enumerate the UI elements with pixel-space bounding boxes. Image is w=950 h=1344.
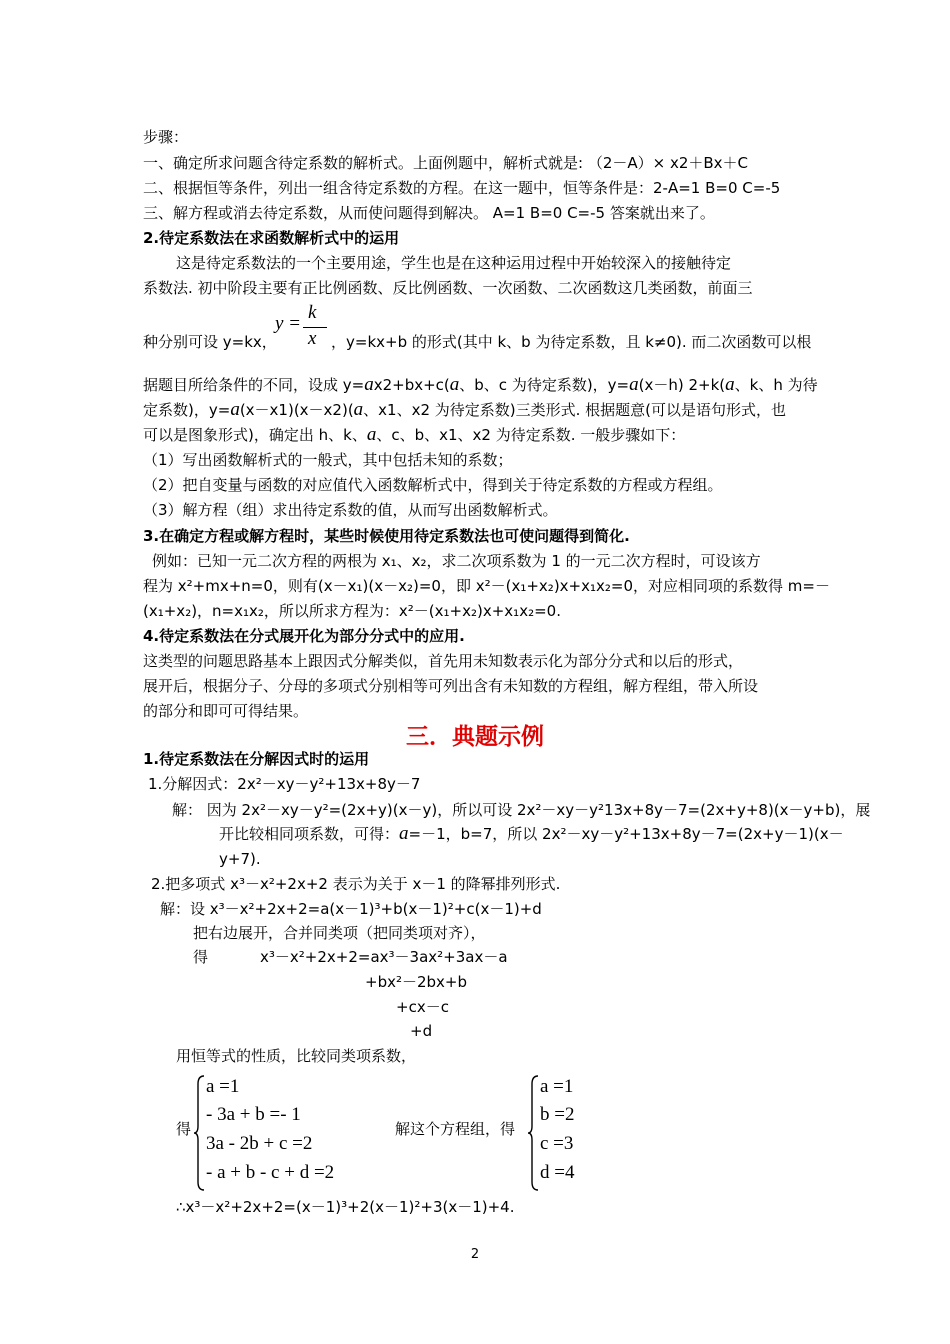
question-1: 1.分解因式：2x²－xy－y²+13x+8y－7: [148, 775, 421, 793]
system-2-eq-1: a =1: [540, 1076, 574, 1097]
left-brace-icon: [527, 1074, 539, 1192]
step-2: 二、根据恒等条件，列出一组含待定系数的方程。在这一题中，恒等条件是：2-A=1 B=0 C=-5: [143, 179, 781, 197]
sec2-line-6: [143, 424, 685, 446]
sec4-line-3: 的部分和即可可得结果。: [143, 702, 309, 720]
s1b1: 开比较相同项系数，可得：: [219, 825, 400, 843]
coef-a: a: [449, 374, 460, 395]
solution-1-line-1: 解： 因为 2x²－xy－y²=(2x+y)(x－y)，所以可设 2x²－xy－y²13x+8y－7=(2x+y+8)(x－y+b)，展: [172, 801, 871, 819]
expansion-line-3: +cx－c: [396, 998, 449, 1016]
step-3: 三、解方程或消去待定系数，从而使问题得到解决。 A=1 B=0 C=-5 答案就出来了。: [143, 204, 715, 222]
section-4-heading: 4.待定系数法在分式展开化为部分分式中的应用.: [143, 627, 465, 645]
left-brace-icon: [193, 1074, 205, 1192]
system-de: 得: [176, 1120, 192, 1138]
l4c: 、b、c 为待定系数)，y=: [459, 376, 630, 394]
l4e: 、k、h 为待: [734, 376, 818, 394]
sec4-line-2: 展开后，根据分子、分母的多项式分别相等可列出含有未知数的方程组，解方程组，带入所设: [143, 677, 759, 695]
sec2-line-3b: ，y=kx+b 的形式(其中 k、b 为待定系数，且 k≠0). 而二次函数可以根: [331, 333, 812, 351]
s1b2: =－1，b=7，所以 2x²－xy－y²+13x+8y－7=(2x+y－1)(x－: [408, 825, 844, 843]
fraction-k-over-x: [275, 300, 335, 350]
coef-a: a: [353, 399, 364, 420]
sec2-line-4: [143, 374, 818, 396]
solution-1-line-2: [219, 823, 844, 845]
section-2-heading: 2.待定系数法在求函数解析式中的运用: [143, 229, 400, 247]
system-2-eq-2: b =2: [540, 1104, 575, 1125]
coef-a: a: [364, 374, 374, 395]
frac-denominator: x: [308, 328, 317, 349]
system-1-eq-2: - 3a + b =- 1: [206, 1104, 301, 1125]
solution-1-line-3: y+7).: [219, 850, 261, 868]
sec2-line-5: [143, 399, 786, 421]
solution-2-line-1: 解：设 x³－x²+2x+2=a(x－1)³+b(x－1)²+c(x－1)+d: [160, 900, 542, 918]
system-2-eq-3: c =3: [540, 1133, 574, 1154]
expansion-line-4: +d: [410, 1022, 433, 1040]
sec2-line-2: 系数法. 初中阶段主要有正比例函数、反比例函数、一次函数、二次函数这几类函数，前面三: [143, 279, 753, 297]
l4b: x2+bx+c(: [373, 376, 450, 394]
sec2-step-2: （2）把自变量与函数的对应值代入函数解析式中，得到关于待定系数的方程或方程组。: [143, 476, 723, 494]
sec2-line-1: 这是待定系数法的一个主要用途，学生也是在这种运用过程中开始较深入的接触待定: [176, 254, 732, 272]
step-1: 一、确定所求问题含待定系数的解析式。上面例题中，解析式就是: （2－A）× x2＋Bx＋C: [143, 154, 749, 172]
sec3-line-1: 例如：已知一元二次方程的两根为 x₁、x₂，求二次项系数为 1 的一元二次方程时，可设该方: [152, 552, 761, 570]
l6b: 、c、b、x1、x2 为待定系数. 一般步骤如下：: [376, 426, 686, 444]
l4a: 据题目所给条件的不同，设成 y=: [143, 376, 365, 394]
system-1-eq-4: - a + b - c + d =2: [206, 1162, 335, 1183]
frac-lhs: y =: [275, 313, 302, 334]
solution-2-line-compare: 用恒等式的性质，比较同类项系数，: [176, 1047, 417, 1065]
sec2-line-3a: 种分别可设 y=kx，: [143, 333, 277, 351]
steps-heading: 步骤：: [143, 128, 189, 146]
sec4-line-1: 这类型的问题思路基本上跟因式分解类似，首先用未知数表示化为部分分式和以后的形式，: [143, 652, 744, 670]
coef-a: a: [629, 374, 639, 395]
l5c: 、x1、x2 为待定系数)三类形式. 根据题意(可以是语句形式，也: [363, 401, 787, 419]
frac-numerator: k: [308, 302, 317, 323]
coef-a: a: [725, 374, 735, 395]
coef-a: a: [230, 399, 240, 420]
sec2-step-3: （3）解方程（组）求出待定系数的值，从而写出函数解析式。: [143, 501, 558, 519]
brace-left-system: [193, 1074, 205, 1192]
sec3-line-3: (x₁+x₂)，n=x₁x₂，所以所求方程为：x²－(x₁+x₂)x+x₁x₂=0.: [143, 602, 561, 620]
solution-2-line-2: 把右边展开，合并同类项（把同类项对齐），: [193, 924, 486, 942]
question-2: 2.把多项式 x³－x²+2x+2 表示为关于 x－1 的降幂排列形式.: [151, 875, 561, 893]
l5b: (x－x1)(x－x2)(: [239, 401, 354, 419]
l4d: (x－h) 2+k(: [638, 376, 726, 394]
l6a: 可以是图象形式)，确定出 h、k、: [143, 426, 367, 444]
section-3-heading: 3.在确定方程或解方程时，某些时候使用待定系数法也可使问题得到简化.: [143, 527, 630, 545]
system-1-eq-3: 3a - 2b + c =2: [206, 1133, 313, 1154]
solution-2-de: 得: [193, 948, 209, 966]
system-solve-text: 解这个方程组，得: [395, 1120, 516, 1138]
coef-a: a: [399, 823, 409, 844]
example-heading: 1.待定系数法在分解因式时的运用: [143, 750, 370, 768]
system-2-eq-4: d =4: [540, 1162, 575, 1183]
sec3-line-2: 程为 x²+mx+n=0，则有(x－x₁)(x－x₂)=0，即 x²－(x₁+x₂)x+x₁x₂=0，对应相同项的系数得 m=－: [143, 577, 830, 595]
l5a: 定系数)，y=: [143, 401, 231, 419]
conclusion: ∴x³－x²+2x+2=(x－1)³+2(x－1)²+3(x－1)+4.: [176, 1198, 515, 1216]
page-number: 2: [470, 1247, 480, 1262]
coef-a: a: [366, 424, 377, 445]
expansion-line-1: x³－x²+2x+2=ax³－3ax²+3ax－a: [260, 948, 508, 966]
expansion-line-2: +bx²－2bx+b: [365, 973, 468, 991]
brace-right-system: [527, 1074, 539, 1192]
sec2-step-1: （1）写出函数解析式的一般式，其中包括未知的系数；: [143, 451, 513, 469]
system-1-eq-1: a =1: [206, 1076, 240, 1097]
section-title: 三．典题示例: [406, 724, 544, 750]
